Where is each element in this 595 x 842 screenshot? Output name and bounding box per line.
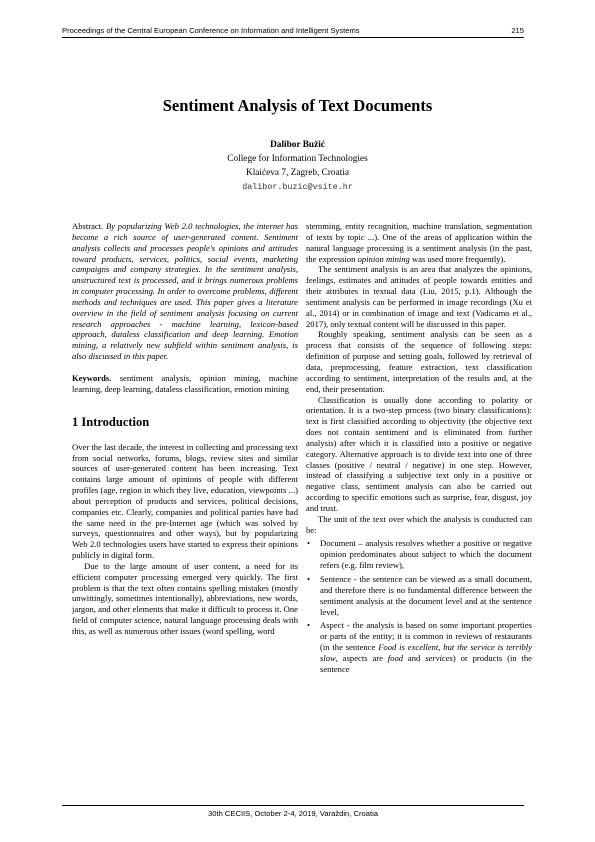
proceedings-title: Proceedings of the Central European Conference on Information and Intelligent Systems (62, 26, 360, 35)
right-paragraph-1 (306, 221, 532, 264)
author-name: Dalibor Bužić (270, 140, 325, 150)
intro-paragraph-1: Over the last decade, the interest in collecting and processing text from social networks, forums, blogs, review sites and similar sources of user-generated content has been increasing. Text contains large amount of opinions of people with different profiles (age, region in which they live, education, viewpoints ...) about perception of products and services, political decisions, companies etc. Clearly, companies and political parties have had the same need in the pre-Internet age (which was solved by surveys, questionnaires and other ways), but by popularizing Web 2.0 technologies users have started to express their opinions publicly in digital form. (72, 441, 298, 561)
section-heading-introduction: 1 Introduction (72, 414, 150, 429)
list-item-text: , aspects are (335, 652, 388, 663)
abstract-text: . By popularizing Web 2.0 technologies, the internet has become a rich source of user-generated content. Sentiment analysis collects and processes people's opinions and attitudes toward products, services, politics, social events, marketing campaigns and company strategies. In the sentiment analysis, unstructured text is processed, and it brings numerous problems in computer processing. In order to overcome problems, different methods and techniques are used. This paper gives a literature overview in the field of sentiment analysis focusing on current research approaches - machine learning, lexicon-based approach, dataless classification and deep learning. Emotion mining, a relatively new subfield within sentiment analysis, is also discussed in this paper. (72, 221, 298, 362)
bullet-icon: • (307, 620, 311, 631)
author-affiliation: College for Information Technologies (227, 154, 368, 164)
keywords-text: sentiment analysis, opinion mining, machine learning, deep learning, dataless classification, emotion mining (72, 372, 298, 394)
keywords-label: Keywords. (72, 372, 112, 383)
list-item (306, 620, 532, 674)
author-block (0, 138, 595, 194)
paper-title: Sentiment Analysis of Text Documents (162, 96, 433, 115)
running-footer: 30th CECIIS, October 2-4, 2019, Varaždin, Croatia (62, 805, 524, 818)
list-item-text: ) or products (in the sentence (320, 652, 532, 674)
right-paragraph-5: The unit of the text over which the analysis is conducted can be: (306, 513, 532, 535)
italic-term: opinion mining (357, 253, 410, 264)
list-item-text: Sentence - the sentence can be viewed as a small document, and therefore there is no fundamental difference between the sentiment analysis at the document level and at the sentence level, (320, 574, 532, 617)
abstract (72, 221, 298, 362)
right-paragraph-3: Roughly speaking, sentiment analysis can be seen as a process that consists of the sequence of following steps: definition of purpose and setting goals, followed by retrieval of data, preprocessing, feature extraction, text classification according to sentiment, interpretation of the results and, at the end, their presentation. (306, 329, 532, 394)
author-email[interactable]: dalibor.buzic@vsite.hr (242, 182, 353, 192)
intro-paragraph-2: Due to the large amount of user content, a need for its efficient computer processing emerged very quickly. The first problem is that the text often contains spelling mistakes (mostly unwittingly, sometimes intentionally), abbreviations, new words, jargon, and other elements that make it difficult to process it. One field of computer science, natural language processing deals with this, as well as numerous other issues (word spelling, word (72, 560, 298, 636)
abstract-label: Abstract (72, 221, 102, 231)
right-paragraph-4: Classification is usually done according to polarity or orientation. It is a two-step process (two binary classifications): text is first classified according to objectivity (the objective text does not contain sentiment and is eliminated from further analysis) after which it is classified into a positive or negative category. Alternative approach is to divide text into one of three classes (positive / neutral / negative) in one step. However, instead of classifying a subjective text only in a positive or negative class, sentiment analysis can also be carried out according to specific emotions such as surprise, fear, disgust, joy and trust. (306, 394, 532, 513)
keywords (72, 373, 298, 395)
left-column (72, 221, 298, 637)
italic-term: services (425, 652, 453, 663)
unit-list (306, 538, 532, 674)
list-item-text: Aspect - the analysis is based on some important properties or parts of the entity; it is common in reviews of restaurants (in the sentence (320, 620, 532, 653)
right-column (306, 221, 532, 675)
text-span: was used more frequently). (409, 253, 506, 264)
list-item (306, 574, 532, 617)
author-address: Klaićeva 7, Zagreb, Croatia (246, 168, 349, 178)
italic-term: food (387, 652, 404, 663)
list-item-text: and (403, 652, 426, 663)
bullet-icon: • (307, 538, 311, 549)
bullet-icon: • (307, 574, 311, 584)
italic-example: Food is excellent, but the service is terribly slow (320, 642, 533, 663)
page-number: 215 (511, 26, 524, 35)
text-span: stemming, entity recognition, machine translation, segmentation of texts by topic ...). One of the areas of application within the natural language processing is a sentiment analysis (in the past, the expression (306, 221, 532, 264)
running-header (62, 26, 524, 38)
list-item-text: Document – analysis resolves whether a positive or negative opinion predominates about subject to which the document refers (e.g. film review), (320, 538, 532, 571)
list-item (306, 538, 532, 571)
right-paragraph-2: The sentiment analysis is an area that analyzes the opinions, feelings, estimates and attitudes of people towards entities and their attributes in textual data (Liu, 2015, p.1). Although the sentiment analysis can be performed in image recordings (Xu et al., 2014) or in combination of image and text (Vadicamo et al., 2017), only textual content will be discussed in this paper. (306, 264, 532, 329)
